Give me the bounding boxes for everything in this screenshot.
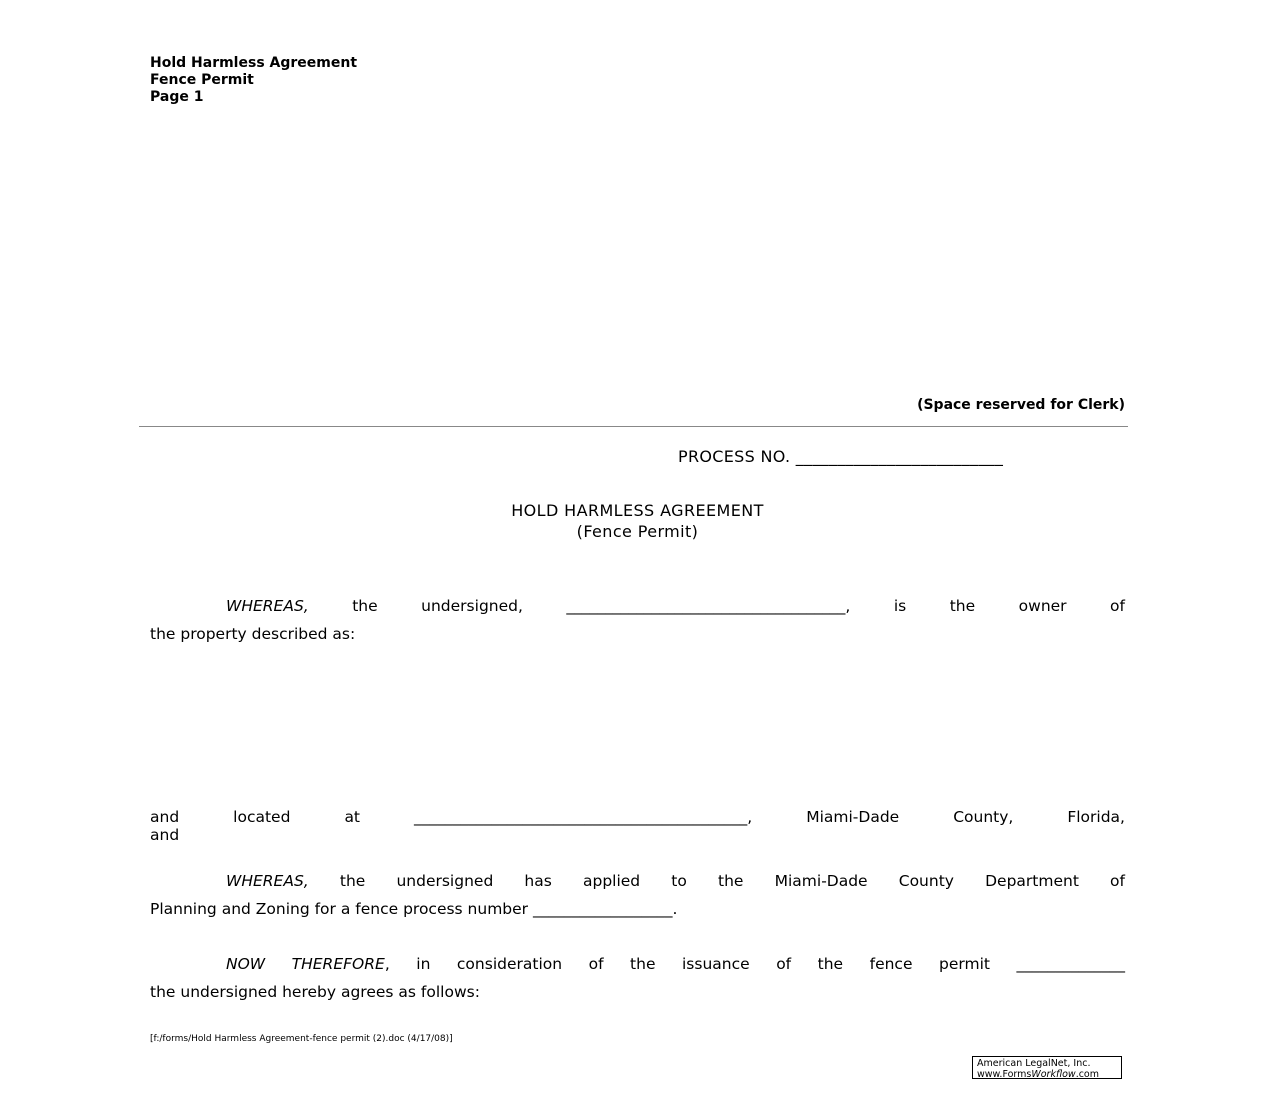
brand-url-post: .com (1075, 1069, 1099, 1080)
document-title: HOLD HARMLESS AGREEMENT (511, 501, 764, 520)
whereas-italic: WHEREAS, (226, 597, 309, 615)
header-title: Hold Harmless Agreement (150, 55, 358, 71)
document-subtitle: (Fence Permit) (576, 522, 699, 541)
brand-url-italic: Workflow (1031, 1069, 1076, 1080)
paragraph-owner-line1 (150, 592, 1125, 620)
location-line2: and (150, 826, 180, 844)
brand-url (977, 1069, 1121, 1080)
brand-url-pre: www.Forms (977, 1069, 1032, 1080)
paragraph-owner-line2: the property described as: (150, 625, 356, 643)
agreement-line-text: , in consideration of the issuance of the fence permit ______________ (384, 955, 1125, 973)
agreement-line2: the undersigned hereby agrees as follows: (150, 983, 480, 1001)
owner-line-text: the undersigned, ____________________________________, is the owner of (308, 597, 1125, 615)
paragraph-agreement (150, 950, 1125, 1006)
brand-name: American LegalNet, Inc. (977, 1058, 1091, 1069)
divider-line (139, 426, 1128, 427)
paragraph-owner (150, 592, 1125, 648)
application-line2: Planning and Zoning for a fence process number __________________. (150, 900, 678, 918)
paragraph-location (150, 808, 1125, 844)
clerk-reserved-note: (Space reserved for Clerk) (917, 397, 1125, 413)
footer-file-path: [f:/forms/Hold Harmless Agreement-fence permit (2).doc (4/17/08)] (150, 1034, 453, 1044)
brand-box (972, 1056, 1122, 1079)
whereas-italic: WHEREAS, (226, 872, 309, 890)
paragraph-application (150, 867, 1125, 923)
agreement-line1 (150, 950, 1125, 978)
now-therefore-italic: NOW THEREFORE (226, 955, 385, 973)
application-line1 (150, 867, 1125, 895)
header-subtitle: Fence Permit (150, 72, 254, 88)
header-page-number: Page 1 (150, 89, 204, 105)
process-number-field: PROCESS NO. _________________________ (678, 447, 1004, 466)
location-line1: and located at ___________________________________________, Miami-Dade County, Florida, (150, 808, 1125, 826)
application-line-text: the undersigned has applied to the Miami-Dade County Department of (308, 872, 1125, 890)
